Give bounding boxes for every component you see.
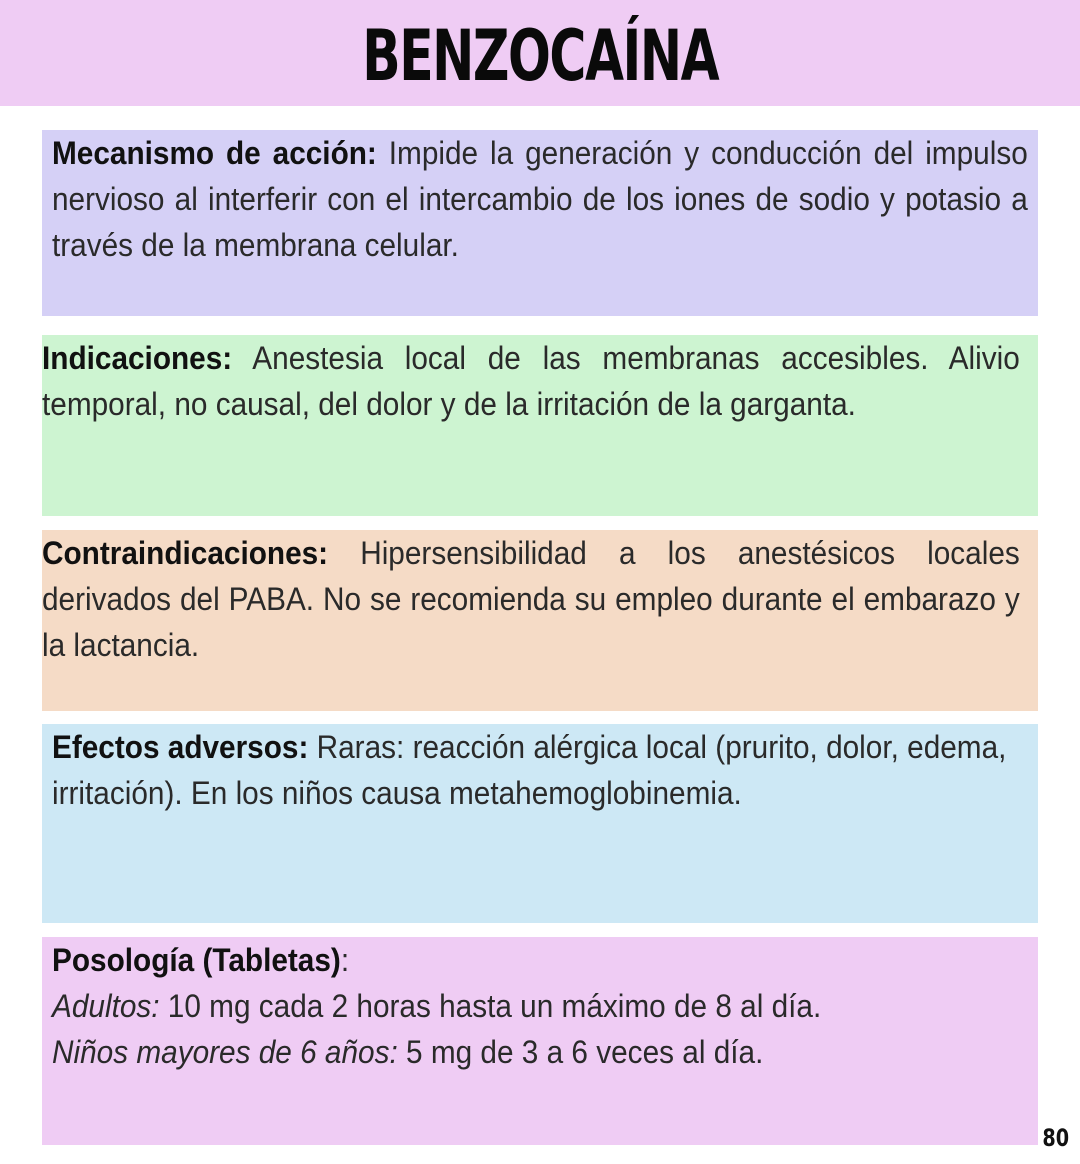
section-label: Mecanismo de acción: [52,135,377,171]
dosage-heading: Posología (Tabletas): [52,942,350,978]
title-banner [0,0,1080,106]
page-number: 80 [1041,1124,1069,1152]
dosage-children: Niños mayores de 6 años: 5 mg de 3 a 6 veces al día. [52,1034,764,1070]
section-text: Impide la generación y conducción del impulso nervioso al interferir con el intercambio de los iones de sodio y potasio a través de la membrana celular. [52,135,1028,263]
section-dosage [42,937,1038,1145]
page-title: BENZOCAÍNA [362,15,718,97]
section-contraindications [42,530,1038,711]
section-adverse-effects [42,724,1038,923]
section-label: Indicaciones: [42,340,233,376]
section-mechanism [42,130,1038,316]
section-label: Efectos adversos: [52,729,309,765]
dosage-adults: Adultos: 10 mg cada 2 horas hasta un máximo de 8 al día. [52,988,822,1024]
section-text: Raras: reacción alérgica local (prurito, dolor, edema, irritación). En los niños causa metahemoglobinemia. [52,729,1007,811]
section-text: Hipersensibilidad a los anestésicos locales derivados del PABA. No se recomienda su empleo durante el embarazo y la lactancia. [42,535,1020,663]
section-label: Contraindicaciones: [42,535,329,571]
section-indications [42,335,1038,516]
section-text: Anestesia local de las membranas accesibles. Alivio temporal, no causal, del dolor y de la irritación de la garganta. [42,340,1020,422]
